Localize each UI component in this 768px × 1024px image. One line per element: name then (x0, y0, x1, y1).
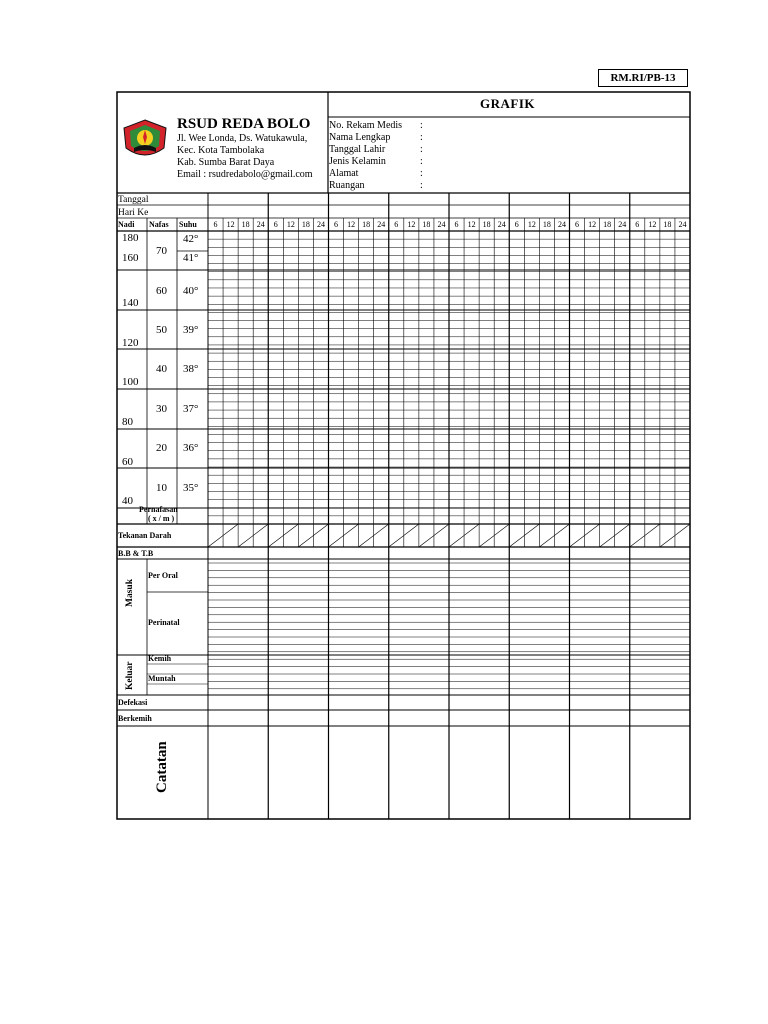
hour-label: 12 (226, 220, 235, 229)
label-alamat: Alamat (329, 168, 359, 179)
hour-label: 18 (603, 220, 612, 229)
hour-label: 12 (648, 220, 657, 229)
nadi-scale-label: 180 (122, 232, 139, 244)
hospital-logo (120, 118, 170, 162)
label-tanggal: Tanggal (118, 195, 149, 205)
hour-label: 12 (588, 220, 597, 229)
hospital-name: RSUD REDA BOLO (177, 116, 311, 132)
label-no-rekam-medis: No. Rekam Medis (329, 120, 403, 131)
label-catatan: Catatan (154, 741, 170, 793)
colon: : (420, 144, 423, 155)
label-bb-tb: B.B & T.B (118, 549, 154, 558)
label-suhu: Suhu (179, 220, 197, 229)
hour-label: 12 (467, 220, 476, 229)
label-defekasi: Defekasi (118, 698, 148, 707)
nafas-scale-label: 60 (156, 285, 167, 297)
suhu-scale-label: 37° (183, 403, 199, 415)
label-keluar: Keluar (125, 661, 135, 690)
suhu-scale-label: 39° (183, 324, 199, 336)
address-line: Jl. Wee Londa, Ds. Watukawula, (177, 133, 308, 144)
label-kemih: Kemih (148, 654, 172, 663)
hour-label: 18 (422, 220, 431, 229)
label-nafas: Nafas (149, 220, 169, 229)
label-tekanan-darah: Tekanan Darah (118, 531, 172, 540)
suhu-scale-label: 35° (183, 482, 199, 494)
nafas-scale-label: 10 (156, 482, 167, 494)
label-per-oral: Per Oral (148, 571, 178, 580)
address-line: Kab. Sumba Barat Daya (177, 157, 275, 168)
nafas-scale-label: 20 (156, 442, 167, 454)
hour-label: 6 (575, 220, 580, 229)
hour-label: 18 (301, 220, 310, 229)
form-code: RM.RI/PB-13 (610, 72, 676, 84)
nafas-scale-label: 30 (156, 403, 167, 415)
nafas-scale-label: 50 (156, 324, 167, 336)
hour-label: 6 (334, 220, 339, 229)
hour-label: 18 (542, 220, 551, 229)
label-perinatal: Perinatal (148, 618, 180, 627)
email-line: Email : rsudredabolo@gmail.com (177, 169, 313, 180)
hour-label: 6 (635, 220, 640, 229)
colon: : (420, 168, 423, 179)
hour-label: 6 (273, 220, 278, 229)
hour-label: 12 (286, 220, 295, 229)
colon: : (420, 132, 423, 143)
hour-label: 24 (316, 220, 325, 229)
hour-label: 18 (663, 220, 672, 229)
hour-label: 24 (557, 220, 566, 229)
nadi-scale-label: 100 (122, 376, 139, 388)
hour-label: 18 (241, 220, 250, 229)
hour-label: 6 (213, 220, 218, 229)
nafas-scale-label: 70 (156, 245, 167, 257)
hour-label: 12 (527, 220, 536, 229)
colon: : (420, 156, 423, 167)
nadi-scale-label: 120 (122, 337, 139, 349)
suhu-scale-label: 36° (183, 442, 199, 454)
nadi-scale-label: 80 (122, 416, 133, 428)
hour-label: 24 (437, 220, 446, 229)
label-pernafasan-unit: ( x / m ) (148, 514, 175, 523)
nafas-scale-label: 40 (156, 363, 167, 375)
hour-label: 24 (377, 220, 386, 229)
hour-label: 24 (678, 220, 687, 229)
nadi-scale-label: 40 (122, 495, 133, 507)
label-masuk: Masuk (125, 579, 135, 607)
label-nama-lengkap: Nama Lengkap (329, 132, 391, 143)
address-line: Kec. Kota Tambolaka (177, 145, 265, 156)
hour-label: 12 (407, 220, 416, 229)
label-hari-ke: Hari Ke (118, 208, 149, 218)
nadi-scale-label: 60 (122, 456, 133, 468)
suhu-scale-label: 42° (183, 233, 199, 245)
nadi-scale-label: 140 (122, 297, 139, 309)
suhu-scale-label: 41° (183, 252, 199, 264)
label-berkemih: Berkemih (118, 714, 152, 723)
hour-label: 24 (618, 220, 627, 229)
hour-label: 24 (256, 220, 265, 229)
hour-label: 6 (514, 220, 519, 229)
label-muntah: Muntah (148, 674, 176, 683)
suhu-scale-label: 40° (183, 285, 199, 297)
hour-label: 12 (347, 220, 356, 229)
label-tanggal-lahir: Tanggal Lahir (329, 144, 386, 155)
label-jenis-kelamin: Jenis Kelamin (329, 156, 386, 167)
hour-label: 24 (497, 220, 506, 229)
label-pernafasan: Pernafasan (139, 505, 178, 514)
colon: : (420, 180, 423, 191)
nadi-scale-label: 160 (122, 252, 139, 264)
hour-label: 18 (362, 220, 371, 229)
colon: : (420, 120, 423, 131)
label-ruangan: Ruangan (329, 180, 365, 191)
label-nadi: Nadi (118, 220, 135, 229)
hour-label: 6 (454, 220, 459, 229)
hour-label: 18 (482, 220, 491, 229)
suhu-scale-label: 38° (183, 363, 199, 375)
hour-label: 6 (394, 220, 399, 229)
form-title: GRAFIK (480, 96, 535, 111)
